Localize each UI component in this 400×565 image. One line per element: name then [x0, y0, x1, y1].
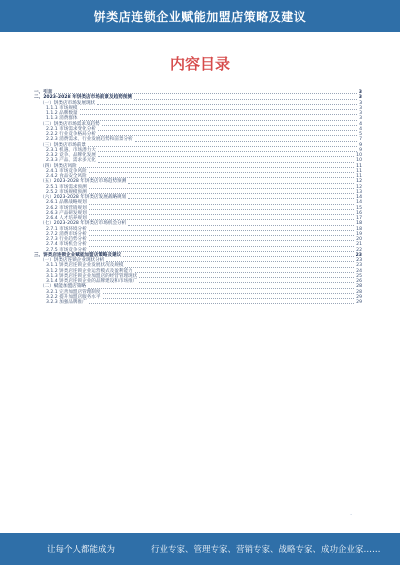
toc-entry-title: 2.5.2 市场规模预测 — [46, 189, 87, 195]
toc-entry-page: 12 — [356, 184, 362, 190]
toc-dot-leader — [128, 183, 354, 184]
toc-entry-title: 3.2.3 加强品牌推广 — [46, 300, 87, 305]
toc-dot-leader — [98, 135, 357, 136]
toc-entry-title: （二）饼类店市场需求及趋势 — [40, 121, 100, 127]
toc-dot-leader — [103, 293, 355, 294]
toc-dot-leader — [128, 225, 354, 226]
page-marker: · — [350, 512, 352, 519]
toc-entry[interactable] — [34, 300, 362, 305]
toc-entry-title: 2.7.2 消费市场分析 — [46, 231, 87, 237]
toc-dot-leader — [139, 282, 354, 283]
toc-entry-title: 2.7.3 行业趋势分析 — [46, 237, 87, 242]
toc-dot-leader — [89, 188, 354, 189]
toc-dot-leader — [89, 246, 354, 247]
toc-dot-leader — [102, 125, 357, 126]
toc-entry-page: 23 — [356, 258, 362, 263]
toc-entry-page: 14 — [356, 200, 362, 206]
toc-entry-title: 2.4.2 食品安全风险 — [46, 174, 87, 179]
toc-entry-title: 3.1.2 饼类店连锁企业运营模式及盈利能力 — [46, 268, 133, 274]
toc-entry-page: 23 — [355, 252, 362, 258]
toc-entry-title: 2.2.3 消费需求、行业发展趋势和前景分析 — [46, 137, 133, 143]
toc-entry-page: 14 — [356, 195, 362, 200]
toc-dot-leader — [135, 141, 357, 142]
toc-dot-leader — [98, 151, 357, 152]
toc-dot-leader — [88, 146, 357, 147]
toc-entry-title: （三）饼类店市场前景 — [40, 142, 86, 148]
toc-dot-leader — [89, 214, 354, 215]
toc-entry-page: 18 — [356, 226, 362, 232]
toc-dot-leader — [103, 298, 355, 299]
toc-entry-title: 2.7.5 市场竞争分析 — [46, 247, 87, 253]
toc-entry-page: 22 — [356, 247, 362, 253]
toc-entry-title: 2.7.4 市场机会分析 — [46, 242, 87, 248]
toc-dot-leader — [89, 230, 354, 231]
toc-entry-title: 3.1.3 饼类店连锁企业加盟店的经营管理现状 — [46, 273, 138, 279]
toc-entry-title: 2.7.1 市场环境分析 — [46, 226, 87, 232]
toc-entry-page: 11 — [356, 168, 362, 174]
toc-entry-page: 4 — [359, 126, 362, 132]
toc-entry-title: 2.6.3 产品研发规划 — [46, 210, 87, 216]
toc-entry-page: 15 — [356, 205, 362, 211]
toc-entry-page: 26 — [356, 279, 362, 284]
toc-entry-page: 28 — [356, 284, 362, 290]
toc-entry-title: 2.3.1 机遇、市场潜力大 — [46, 147, 96, 153]
toc-entry-title: （四）饼类店风险 — [40, 163, 77, 169]
toc-dot-leader — [80, 114, 358, 115]
toc-entry-title: （一）饼类店市场发展现状 — [40, 100, 96, 106]
toc-entry-page: 11 — [356, 163, 362, 169]
toc-entry-page: 11 — [356, 174, 362, 179]
toc-entry-page: 24 — [356, 268, 362, 274]
toc-entry-title: 2.6.2 市场营销规划 — [46, 205, 87, 211]
toc-dot-leader — [106, 261, 354, 262]
toc-entry-page: 12 — [356, 179, 362, 185]
toc-dot-leader — [80, 109, 358, 110]
toc-entry-page: 9 — [359, 147, 362, 153]
toc-entry-page: 3 — [359, 116, 362, 122]
toc-entry-title: 三、饼类店连锁企业赋能加盟店策略及建议 — [34, 252, 122, 258]
toc-entry-page: 9 — [359, 142, 362, 148]
toc-entry-page: 10 — [356, 158, 362, 164]
toc-dot-leader — [89, 204, 354, 205]
toc-entry-title: （七）2023-2028 年饼类店市场机会分析 — [40, 221, 127, 227]
toc-entry-title: （五）2023-2028 年饼类店市场趋势预测 — [40, 179, 127, 185]
toc-entry-page: 3 — [359, 111, 362, 116]
toc-entry-title: 2.6.1 品牌战略规划 — [46, 200, 87, 206]
toc-dot-leader — [89, 240, 354, 241]
toc-entry-title: 2.6.4 人才培养规划 — [46, 216, 87, 221]
toc-dot-leader — [135, 272, 354, 273]
toc-dot-leader — [97, 104, 357, 105]
toc-dot-leader — [89, 303, 354, 304]
toc-entry-title: 3.2.1 完善加盟店管理制度 — [46, 289, 101, 295]
toc-dot-leader — [89, 177, 354, 178]
toc-entry-page: 4 — [359, 121, 362, 127]
toc-dot-leader — [80, 120, 358, 121]
toc-entry-title: 一、引言 — [34, 90, 53, 95]
toc-dot-leader — [98, 130, 357, 131]
toc-entry-page: 3 — [358, 90, 362, 95]
toc-entry-page: 13 — [356, 189, 362, 195]
toc-dot-leader — [89, 235, 354, 236]
toc-dot-leader — [89, 251, 354, 252]
toc-entry-page: 19 — [356, 231, 362, 237]
toc-entry-title: 3.1.4 饼类店连锁企业的品牌建设和市场推广 — [46, 279, 138, 284]
toc-entry-title: 二、2023-2028 年饼类店市场前景及趋势预测 — [34, 95, 132, 101]
toc-dot-leader — [89, 209, 354, 210]
toc-entry-page: 28 — [356, 289, 362, 295]
toc-dot-leader — [98, 162, 354, 163]
toc-entry-title: 2.3.2 竞争、品牌化发展 — [46, 153, 96, 158]
toc-entry-title: 3.1.1 饼类店连锁企业发展状况及规模 — [46, 263, 124, 269]
toc-dot-leader — [125, 267, 354, 268]
toc-dot-leader — [89, 219, 354, 220]
toc-entry-title: 1.1.3 消费群体 — [46, 116, 78, 122]
toc-entry-title: 2.3.3 产品、需求多元化 — [46, 158, 96, 164]
toc-entry-page: 17 — [356, 216, 362, 221]
toc-entry-title: 2.5.1 市场需求预测 — [46, 184, 87, 190]
footer-slogan-left: 让每个人都能成为 — [47, 545, 116, 555]
toc-dot-leader — [128, 198, 354, 199]
toc-entry-page: 21 — [356, 242, 362, 248]
toc-entry-title: （一）饼类店连锁企业现状分析 — [40, 258, 105, 263]
toc-entry-page: 10 — [356, 153, 362, 158]
toc-entry-title: 2.2.1 市场需求变化分析 — [46, 126, 96, 132]
toc-entry-page: 5 — [359, 132, 362, 137]
toc-dot-leader — [98, 156, 354, 157]
toc-dot-leader — [139, 277, 354, 278]
toc-entry-title: 1.1.1 市场规模 — [46, 105, 78, 111]
toc-entry-page: 29 — [356, 300, 362, 305]
footer-slogan-right: 行业专家、管理专家、营销专家、战略专家、成功企业家…… — [151, 545, 381, 555]
toc-entry-page: 29 — [356, 294, 362, 300]
toc-dot-leader — [89, 172, 354, 173]
toc-entry-page: 23 — [356, 263, 362, 269]
toc-dot-leader — [79, 167, 354, 168]
toc-entry-title: 2.2.2 行业竞争格局分析 — [46, 132, 96, 137]
toc-entry-title: 3.2.2 提升加盟店服务水平 — [46, 294, 101, 300]
toc-dot-leader — [89, 193, 354, 194]
toc-entry-page: 3 — [359, 105, 362, 111]
toc-entry-page: 3 — [359, 100, 362, 106]
toc-heading: 内容目录 — [169, 55, 230, 73]
toc-entry-page: 18 — [356, 221, 362, 227]
toc-entry-title: 1.1.2 品牌数量 — [46, 111, 78, 116]
toc-entry-title: （二）赋能加盟店策略 — [40, 284, 86, 290]
toc-entry-page: 3 — [358, 95, 362, 101]
toc-dot-leader — [134, 99, 357, 100]
toc-dot-leader — [88, 288, 354, 289]
toc-dot-leader — [123, 256, 353, 257]
toc-entry-page: 7 — [359, 137, 362, 143]
toc-entry-title: （六）2023-2028 年饼类店发展战略规划 — [40, 195, 127, 200]
document-title: 饼类店连锁企业赋能加盟店策略及建议 — [93, 10, 307, 24]
toc-entry-page: 20 — [356, 237, 362, 242]
table-of-contents — [34, 90, 362, 305]
toc-entry-page: 25 — [356, 273, 362, 279]
toc-entry-page: 16 — [356, 210, 362, 216]
toc-entry-title: 2.4.1 市场竞争风险 — [46, 168, 87, 174]
